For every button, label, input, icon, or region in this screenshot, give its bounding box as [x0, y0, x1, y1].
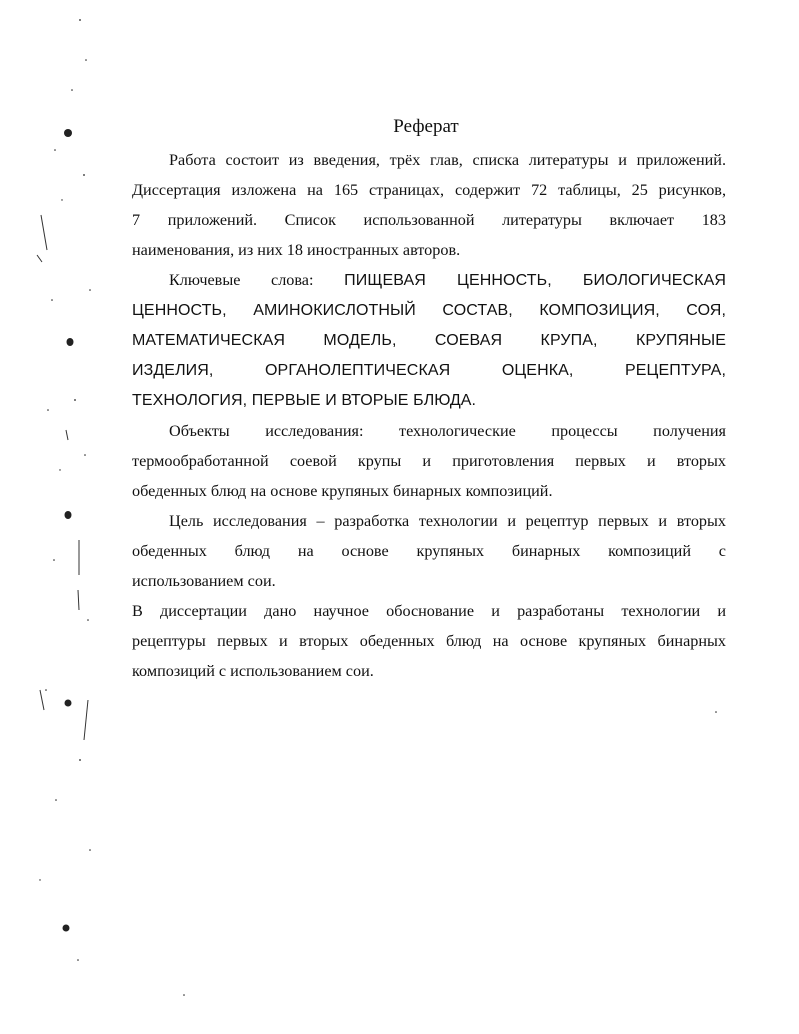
- keywords-line: ИЗДЕЛИЯ, ОРГАНОЛЕПТИЧЕСКАЯ ОЦЕНКА, РЕЦЕПТУРА,: [132, 362, 726, 379]
- text-line: обеденных блюд на основе крупяных бинарных композиций.: [132, 482, 553, 500]
- text-line: Цель исследования – разработка технологии и рецептур первых и вторых: [169, 512, 726, 530]
- paragraph-conclusion: [132, 596, 726, 686]
- paragraph-goal: [132, 506, 726, 596]
- keywords-line: ТЕХНОЛОГИЯ, ПЕРВЫЕ И ВТОРЫЕ БЛЮДА.: [132, 392, 477, 409]
- text-line: композиций с использованием сои.: [132, 662, 374, 680]
- text-line: использованием сои.: [132, 572, 276, 590]
- text-line: Диссертация изложена на 165 страницах, содержит 72 таблицы, 25 рисунков,: [132, 181, 726, 199]
- text-line: рецептуры первых и вторых обеденных блюд на основе крупяных бинарных: [132, 632, 726, 650]
- text-line: наименования, из них 18 иностранных авторов.: [132, 241, 461, 259]
- text-line: Объекты исследования: технологические процессы получения: [169, 422, 726, 440]
- paragraph-objects: [132, 416, 726, 506]
- text-line: обеденных блюд на основе крупяных бинарных композиций с: [132, 542, 726, 560]
- keywords-list: ПИЩЕВАЯ ЦЕННОСТЬ, БИОЛОГИЧЕСКАЯ: [344, 272, 726, 289]
- keywords-label: Ключевые слова:: [169, 271, 314, 289]
- text-line: термообработанной соевой крупы и приготовления первых и вторых: [132, 452, 726, 470]
- paragraph-keywords: [132, 265, 726, 416]
- text-line: В диссертации дано научное обоснование и разработаны технологии и: [132, 602, 726, 620]
- keywords-line: ЦЕННОСТЬ, АМИНОКИСЛОТНЫЙ СОСТАВ, КОМПОЗИЦИЯ, СОЯ,: [132, 302, 726, 319]
- keywords-line: МАТЕМАТИЧЕСКАЯ МОДЕЛЬ, СОЕВАЯ КРУПА, КРУПЯНЫЕ: [132, 332, 726, 349]
- text-line: Работа состоит из введения, трёх глав, списка литературы и приложений.: [169, 151, 726, 169]
- paragraph-structure: [132, 145, 726, 265]
- page-title: Реферат: [393, 116, 459, 137]
- text-line: 7 приложений. Список использованной литературы включает 183: [132, 211, 726, 229]
- keywords-line: [132, 265, 726, 296]
